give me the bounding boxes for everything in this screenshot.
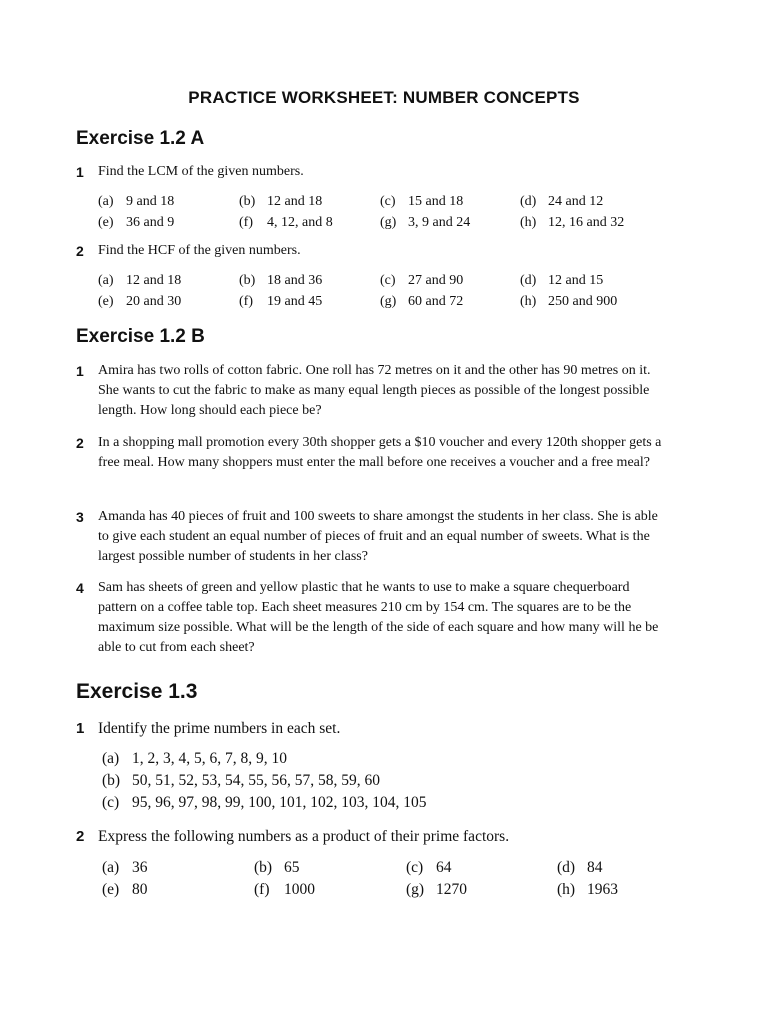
grid-row [98,273,698,294]
answer-grid [102,859,702,903]
grid-row [102,881,702,903]
grid-item: (f) 1000 [254,881,315,898]
grid-row [98,215,698,236]
question-number: 4 [76,580,84,596]
question-text: Express the following numbers as a product of their prime factors. [98,828,510,845]
question-number: 3 [76,509,84,525]
exercise-heading: Exercise 1.2 A [76,128,205,149]
question-number: 2 [76,435,84,451]
grid-item: (c) 64 [406,859,452,876]
prime-set-list [102,750,702,816]
grid-item: (g) 3, 9 and 24 [380,215,471,230]
question-text: Amira has two rolls of cotton fabric. One roll has 72 metres on it and the other has 90 metres on it. She wants to cut the fabric to make as many equal length pieces as possible of the longest possible length. How long should each piece be? [98,363,651,418]
question-text: Amanda has 40 pieces of fruit and 100 sweets to share amongst the students in her class. She is able to give each student an equal number of pieces of fruit and an equal number of sweets. What is the largest possible number of students in her class? [98,509,658,564]
question-text: In a shopping mall promotion every 30th shopper gets a $10 voucher and every 120th shopper gets a free meal. How many shoppers must enter the mall before one receives a voucher and a free meal? [98,435,662,470]
grid-item: (h) 1963 [557,881,618,898]
grid-item: (h) 250 and 900 [520,294,618,309]
grid-item: (a) 9 and 18 [98,194,175,209]
grid-row [102,859,702,881]
grid-item: (d) 84 [557,859,603,876]
grid-item: (d) 24 and 12 [520,194,604,209]
answer-grid [98,273,698,315]
list-item: (a) 1, 2, 3, 4, 5, 6, 7, 8, 9, 10 [102,750,287,767]
question-number: 2 [76,243,84,259]
grid-row [98,194,698,215]
question-number: 1 [76,363,84,379]
question-number: 1 [76,164,84,180]
grid-item: (g) 1270 [406,881,467,898]
list-item: (b) 50, 51, 52, 53, 54, 55, 56, 57, 58, 59, 60 [102,772,380,789]
question-text: Find the HCF of the given numbers. [98,243,301,258]
grid-item: (f) 19 and 45 [239,294,323,309]
grid-item: (b) 12 and 18 [239,194,323,209]
question-text: Find the LCM of the given numbers. [98,164,304,179]
grid-item: (a) 12 and 18 [98,273,182,288]
grid-item: (b) 18 and 36 [239,273,323,288]
grid-item: (e) 20 and 30 [98,294,182,309]
question-number: 2 [76,828,85,845]
question-text: Identify the prime numbers in each set. [98,720,341,737]
grid-item: (g) 60 and 72 [380,294,464,309]
exercise-heading: Exercise 1.2 B [76,326,205,347]
list-item: (c) 95, 96, 97, 98, 99, 100, 101, 102, 103, 104, 105 [102,794,427,811]
grid-item: (d) 12 and 15 [520,273,604,288]
question-text: Sam has sheets of green and yellow plastic that he wants to use to make a square chequerboard pattern on a coffee table top. Each sheet measures 210 cm by 154 cm. The squares are to be the maximum size possible. What will be the length of the side of each square and how many will he be able to cut from each sheet? [98,580,659,655]
grid-item: (e) 80 [102,881,148,898]
grid-item: (b) 65 [254,859,300,876]
grid-item: (h) 12, 16 and 32 [520,215,625,230]
grid-row [98,294,698,315]
grid-item: (c) 27 and 90 [380,273,464,288]
grid-item: (e) 36 and 9 [98,215,175,230]
grid-item: (a) 36 [102,859,148,876]
worksheet-title: PRACTICE WORKSHEET: NUMBER CONCEPTS [188,88,580,107]
exercise-heading: Exercise 1.3 [76,680,198,703]
answer-grid [98,194,698,236]
grid-item: (f) 4, 12, and 8 [239,215,333,230]
grid-item: (c) 15 and 18 [380,194,464,209]
question-number: 1 [76,720,85,737]
